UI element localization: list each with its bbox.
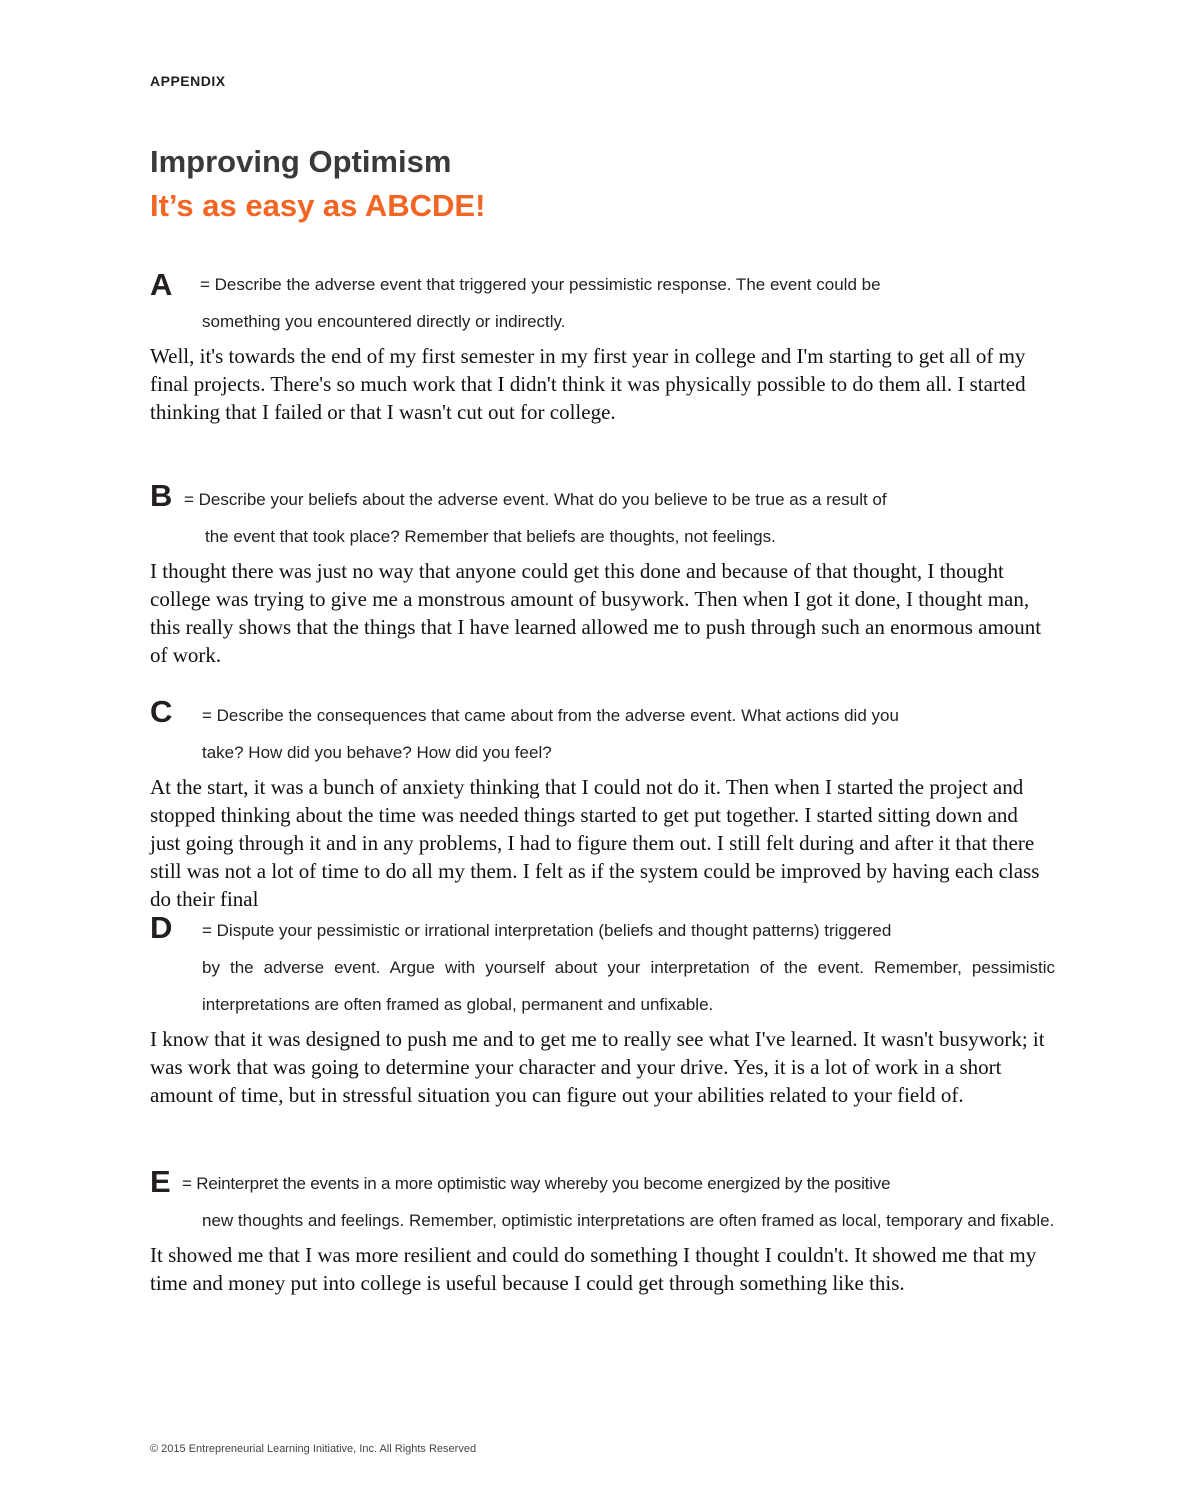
prompt-d-rest: by the adverse event. Argue with yourself about your interpretation of the event. Remember, pessimistic interpretations are often framed as global, permanent and unfixable.	[202, 958, 1055, 1014]
copyright-footer: © 2015 Entrepreneurial Learning Initiative, Inc. All Rights Reserved	[150, 1443, 477, 1455]
letter-e: E	[150, 1164, 171, 1199]
prompt-b-rest: the event that took place? Remember that beliefs are thoughts, not feelings.	[205, 527, 776, 546]
answer-c: At the start, it was a bunch of anxiety thinking that I could not do it. Then when I started the project and stopped thinking about the time was needed things started to get put together. I started sitting down and just going through it and in any problems, I had to figure them out. I still felt during and after it that there still was not a lot of time to do all my them. I felt as if the system could be improved by having each class do their final	[150, 775, 1040, 911]
prompt-a-rest: something you encountered directly or indirectly.	[202, 312, 566, 331]
answer-a: Well, it's towards the end of my first semester in my first year in college and I'm starting to get all of my final projects. There's so much work that I didn't think it was physically possible to do them all. I started thinking that I failed or that I wasn't cut out for college.	[150, 344, 1026, 424]
letter-d: D	[150, 910, 173, 945]
prompt-a-line1: = Describe the adverse event that triggered your pessimistic response. The event could be	[200, 275, 881, 294]
appendix-label: APPENDIX	[150, 73, 226, 89]
answer-e: It showed me that I was more resilient and could do something I thought I couldn't. It showed me that my time and money put into college is useful because I could get through something like this.	[150, 1243, 1037, 1295]
section-d	[150, 912, 1055, 1109]
section-e	[150, 1165, 1055, 1297]
letter-a: A	[150, 267, 173, 302]
page-subtitle: It’s as easy as ABCDE!	[150, 188, 486, 223]
prompt-e-rest: new thoughts and feelings. Remember, optimistic interpretations are often framed as local, temporary and fixable.	[202, 1211, 1055, 1230]
letter-b: B	[150, 478, 173, 513]
prompt-c	[150, 694, 1055, 771]
section-b	[150, 478, 1055, 669]
prompt-d	[150, 912, 1055, 1023]
page-title: Improving Optimism	[150, 144, 452, 179]
prompt-b	[150, 478, 1055, 555]
prompt-c-line1: = Describe the consequences that came about from the adverse event. What actions did you	[202, 706, 899, 725]
prompt-a	[150, 266, 1055, 340]
prompt-e-line1: = Reinterpret the events in a more optimistic way whereby you become energized by the positive	[182, 1174, 891, 1193]
section-a	[150, 266, 1055, 426]
prompt-d-line1: = Dispute your pessimistic or irrational interpretation (beliefs and thought patterns) triggered	[202, 921, 892, 940]
prompt-b-line1: = Describe your beliefs about the adverse event. What do you believe to be true as a result of	[184, 490, 887, 509]
prompt-c-rest: take? How did you behave? How did you feel?	[202, 743, 552, 762]
answer-d: I know that it was designed to push me and to get me to really see what I've learned. It wasn't busywork; it was work that was going to determine your character and your drive. Yes, it is a lot of work in a short amount of time, but in stressful situation you can figure out your abilities related to your field of.	[150, 1027, 1045, 1107]
letter-c: C	[150, 694, 173, 729]
answer-b: I thought there was just no way that anyone could get this done and because of that thought, I thought college was trying to give me a monstrous amount of busywork. Then when I got it done, I thought man, this really shows that the things that I have learned allowed me to push through such an enormous amount of work.	[150, 559, 1042, 667]
prompt-e	[150, 1165, 1055, 1239]
section-c	[150, 694, 1055, 911]
